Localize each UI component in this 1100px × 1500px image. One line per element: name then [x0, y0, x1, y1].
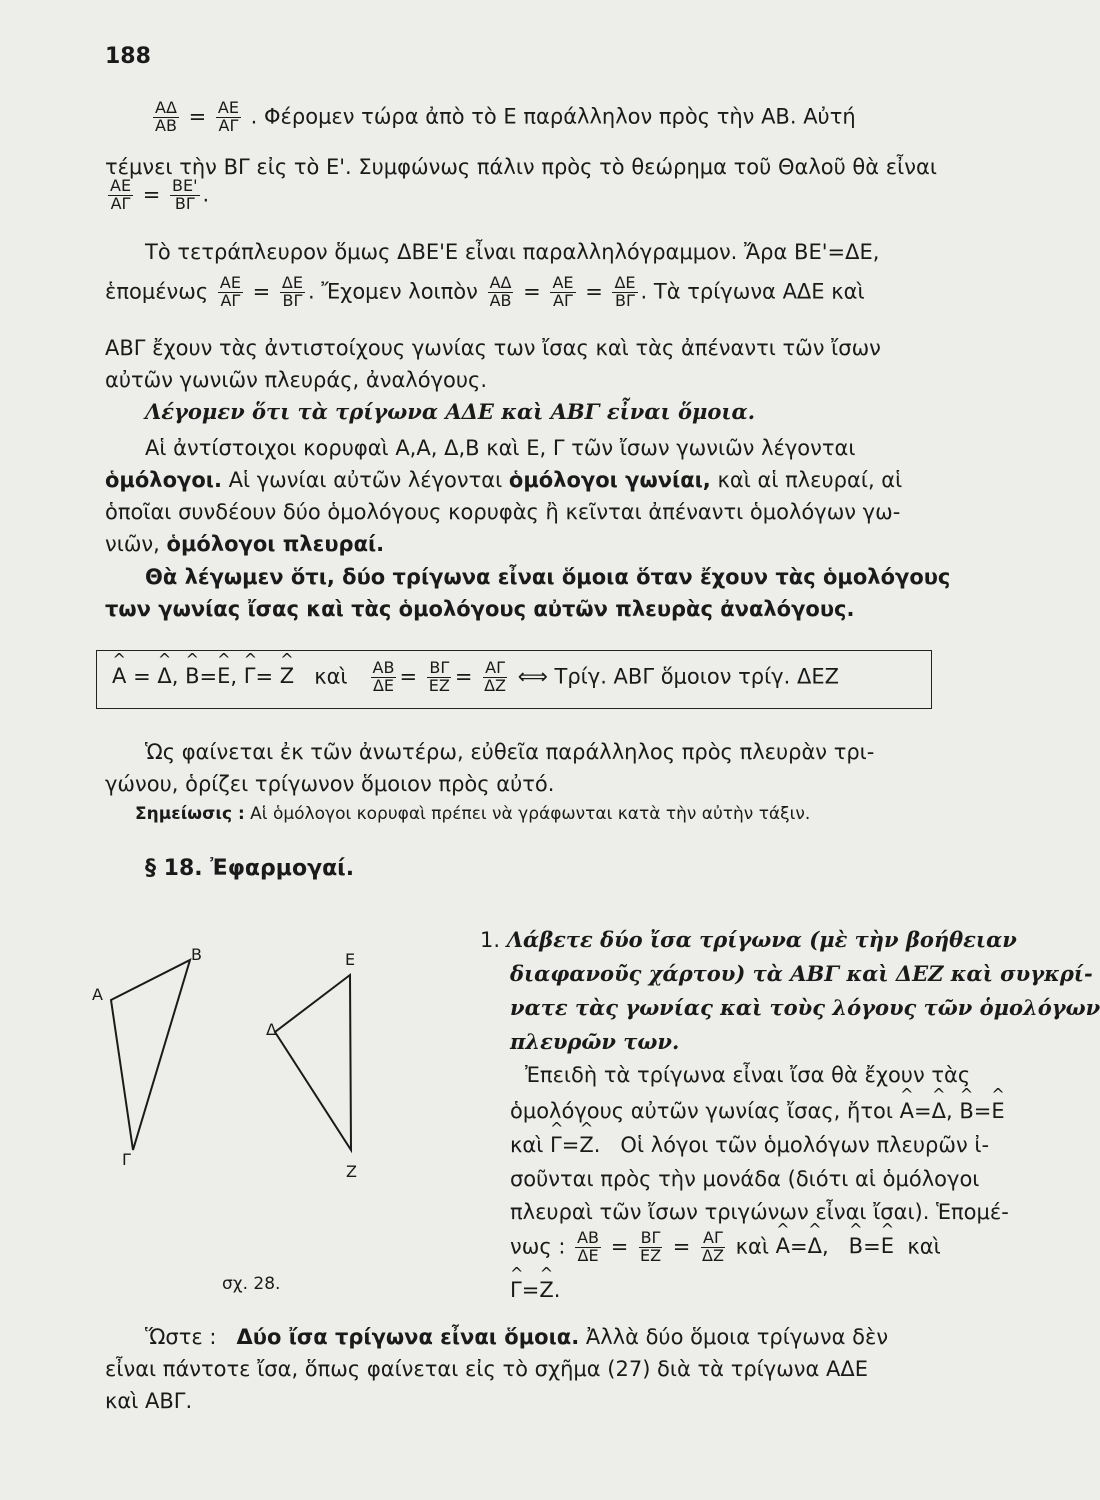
box-bottom-border	[96, 708, 932, 709]
line-6: ΑΒΓ ἔχουν τὰς ἀντιστοίχους γωνίας των ἴσας καὶ τὰς ἀπέναντι τῶν ἴσων	[105, 336, 881, 360]
line-1: $\frac{A\Delta}{AB}$ = $\frac{AE}{A\Gamma}$ . Φέρομεν τώρα ἀπὸ τὸ Ε παράλληλον πρὸς τὴν ΑΒ. Αὐτή	[155, 98, 856, 135]
vertex-label-e: Ε	[345, 950, 356, 969]
line-7: αὐτῶν γωνιῶν πλευράς, ἀναλόγους.	[105, 368, 488, 392]
equivalence-arrow: ⟺	[517, 664, 548, 689]
fraction: $\frac{A\Gamma}{\Delta Z}$	[484, 658, 507, 695]
final-line-3: καὶ ΑΒΓ.	[105, 1389, 193, 1413]
exercise-1-line-5: Ἐπειδὴ τὰ τρίγωνα εἶναι ἴσα θὰ ἔχουν τὰς	[525, 1063, 971, 1087]
definition-line-1: Θὰ λέγωμεν ὅτι, δύο τρίγωνα εἶναι ὅμοια ὅταν ἔχουν τὰς ὁμολόγους	[145, 565, 951, 589]
vertex-label-a: Α	[92, 985, 103, 1004]
line-3: $\frac{AE}{A\Gamma}$ = $\frac{BE'}{B\Gamma}$ .	[110, 176, 210, 213]
fraction: $\frac{A\Gamma}{\Delta Z}$	[702, 1228, 724, 1265]
fraction: $\frac{A\Delta}{AB}$	[155, 98, 177, 135]
definition-line-2: των γωνίας ἴσας καὶ τὰς ὁμολόγους αὐτῶν πλευρὰς ἀναλόγους.	[105, 597, 855, 621]
fraction: $\frac{AB}{\Delta E}$	[372, 658, 395, 695]
exercise-1-line-8: σοῦνται πρὸς τὴν μονάδα (διότι αἱ ὁμόλογοι	[510, 1167, 980, 1191]
exercise-1-line-11: ^ Γ=^ Ζ.	[510, 1278, 560, 1302]
page-number: 188	[105, 44, 151, 69]
similarity-formula: ^ Α = ^ Δ, ^ Β=^ Ε, ^ Γ= ^ Ζ καὶ $\frac{AB}{\Delta E}$ = $\frac{B\Gamma}{EZ}$ = $\frac{A\Gamma}{\Delta Z}$ ⟺ Τρίγ. ΑΒΓ ὅμοιον τρίγ. ΔΕΖ	[112, 660, 839, 695]
figure-caption: σχ. 28.	[222, 1274, 281, 1294]
figure-28	[95, 920, 385, 1260]
triangle-dez	[275, 975, 351, 1150]
fraction: $\frac{A\Delta}{AB}$	[489, 273, 512, 310]
line-2: τέμνει τὴν ΒΓ εἰς τὸ Ε'. Συμφώνως πάλιν πρὸς τὸ θεώρημα τοῦ Θαλοῦ θὰ εἶναι	[105, 155, 937, 179]
vertex-label-b: Β	[191, 945, 202, 964]
line-12: νιῶν, ὁμόλογοι πλευραί.	[105, 532, 385, 556]
line-16: γώνου, ὁρίζει τρίγωνον ὅμοιον πρὸς αὐτό.	[105, 772, 555, 796]
line-4: Τὸ τετράπλευρον ὅμως ΔΒΕ'Ε εἶναι παραλληλόγραμμον. Ἄρα ΒΕ'=ΔΕ,	[145, 240, 880, 264]
exercise-1-line-3: νατε τὰς γωνίας καὶ τοὺς λόγους τῶν ὁμολόγων	[510, 995, 1100, 1020]
box-left-border	[96, 650, 97, 708]
exercise-1-line-6: ὁμολόγους αὐτῶν γωνίας ἴσας, ἤτοι ^ Α=^ Δ, ^ Β=^ Ε	[510, 1099, 1005, 1123]
final-line-2: εἶναι πάντοτε ἴσα, ὅπως φαίνεται εἰς τὸ σχῆμα (27) διὰ τὰ τρίγωνα ΑΔΕ	[105, 1357, 869, 1381]
line-9: Αἱ ἀντίστοιχοι κορυφαὶ Α,Α, Δ,Β καὶ Ε, Γ τῶν ἴσων γωνιῶν λέγονται	[145, 436, 856, 460]
exercise-1-line-10: νως : $\frac{AB}{\Delta E}$ = $\frac{B\Gamma}{EZ}$ = $\frac{A\Gamma}{\Delta Z}$ καὶ ^ Α=^ Δ, ^ Β=^ Ε καὶ	[510, 1230, 941, 1265]
fraction: $\frac{B\Gamma}{EZ}$	[639, 1228, 662, 1265]
exercise-1-line-2: διαφανοῦς χάρτου) τὰ ΑΒΓ καὶ ΔΕΖ καὶ συγκρί-	[510, 961, 1093, 986]
fraction: $\frac{AE}{A\Gamma}$	[552, 273, 574, 310]
line-11: ὁποῖαι συνδέουν δύο ὁμολόγους κορυφὰς ἢ κεῖνται ἀπέναντι ὁμολόγων γω-	[105, 500, 901, 524]
definition-heading: Λέγομεν ὅτι τὰ τρίγωνα ΑΔΕ καὶ ΑΒΓ εἶναι ὅμοια.	[145, 399, 756, 424]
vertex-label-d: Δ	[266, 1020, 277, 1039]
section-heading: § 18. Ἐφαρμογαί.	[145, 856, 355, 881]
triangle-abg	[111, 960, 190, 1150]
exercise-1-line-7: καὶ ^ Γ=^ Ζ. Οἱ λόγοι τῶν ὁμολόγων πλευρῶν ἰ-	[510, 1133, 989, 1157]
fraction: $\frac{AE}{A\Gamma}$	[219, 273, 241, 310]
fraction: $\frac{AB}{\Delta E}$	[577, 1228, 600, 1265]
box-right-border	[931, 650, 932, 708]
exercise-1-line-1: 1. Λάβετε δύο ἴσα τρίγωνα (μὲ τὴν βοήθειαν	[480, 927, 1017, 952]
fraction: $\frac{BE'}{B\Gamma}$	[172, 176, 198, 213]
fraction: $\frac{AE}{A\Gamma}$	[217, 98, 239, 135]
fraction: $\frac{\Delta E}{B\Gamma}$	[614, 273, 636, 310]
final-line-1: Ὥστε : Δύο ἴσα τρίγωνα εἶναι ὅμοια. Ἀλλὰ δύο ὅμοια τρίγωνα δὲν	[145, 1325, 889, 1349]
line-10: ὁμόλογοι. Αἱ γωνίαι αὐτῶν λέγονται ὁμόλογοι γωνίαι, καὶ αἱ πλευραί, αἱ	[105, 468, 903, 492]
fraction: $\frac{AE}{A\Gamma}$	[110, 176, 132, 213]
vertex-label-z: Ζ	[346, 1162, 357, 1181]
fraction: $\frac{\Delta E}{B\Gamma}$	[281, 273, 303, 310]
vertex-label-g: Γ	[122, 1150, 131, 1169]
note: Σημείωσις : Αἱ ὁμόλογοι κορυφαὶ πρέπει νὰ γράφωνται κατὰ τὴν αὐτὴν τάξιν.	[135, 804, 811, 824]
line-15: Ὡς φαίνεται ἐκ τῶν ἀνωτέρω, εὐθεῖα παράλληλος πρὸς πλευρὰν τρι-	[145, 740, 875, 764]
exercise-1-line-9: πλευραὶ τῶν ἴσων τριγώνων εἶναι ἴσαι). Ἑπομέ-	[510, 1200, 1009, 1224]
exercise-1-line-4: πλευρῶν των.	[510, 1029, 680, 1054]
fraction: $\frac{B\Gamma}{EZ}$	[428, 658, 450, 695]
line-5: ἑπομένως $\frac{AE}{A\Gamma}$ = $\frac{\Delta E}{B\Gamma}$ . Ἔχομεν λοιπὸν $\frac{A\Delta}{AB}$ = $\frac{AE}{A\Gamma}$ = $\frac{\Delta E}{B\Gamma}$ . Τὰ τρίγωνα ΑΔΕ καὶ	[105, 273, 865, 310]
